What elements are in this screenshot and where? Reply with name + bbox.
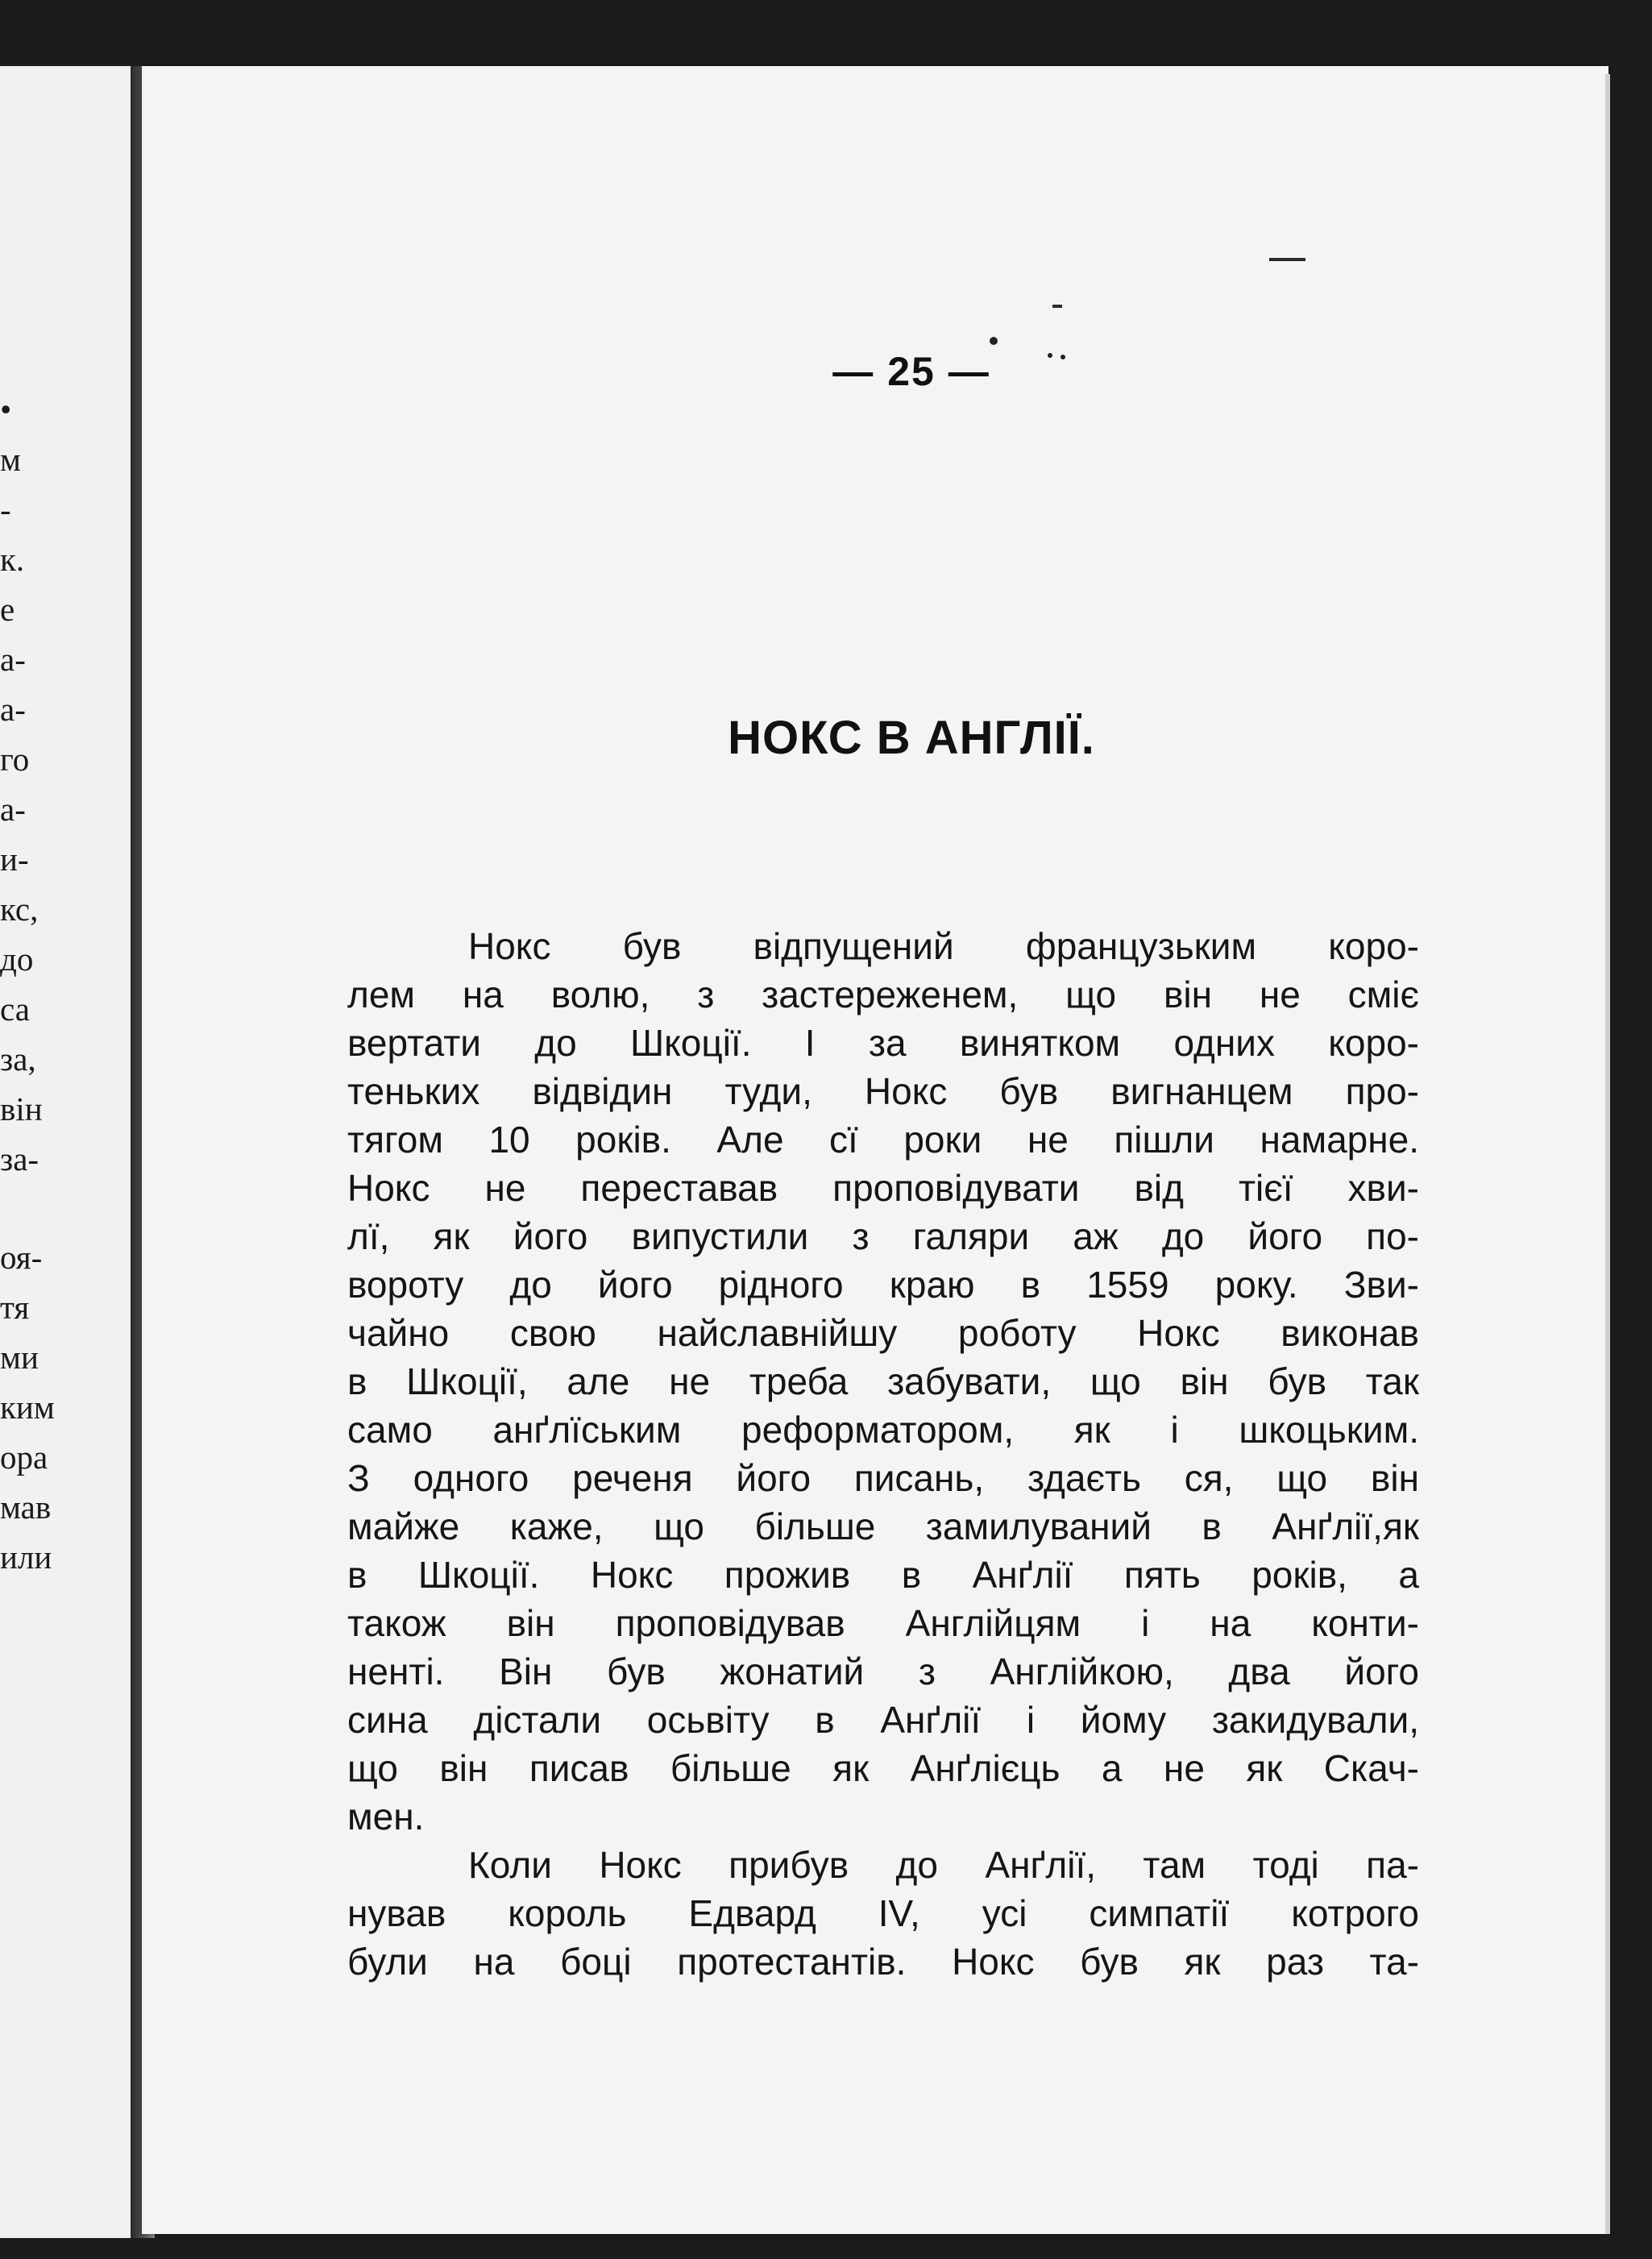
prev-fragment: за-: [0, 1140, 39, 1177]
text-line: майже каже, що більше замилуваний в Анґлії,як: [347, 1505, 1419, 1547]
prev-fragment: ора: [0, 1439, 48, 1476]
text-line: лї, як його випустили з галяри аж до його по-: [347, 1215, 1419, 1257]
prev-fragment: мав: [0, 1489, 52, 1526]
text-line: Нокс був відпущений французьким коро-: [468, 925, 1419, 967]
previous-page-text-fragments: [0, 384, 81, 1582]
prev-fragment: -: [0, 491, 11, 528]
text-line: Коли Нокс прибув до Анґлії, там тоді па-: [468, 1844, 1419, 1886]
body-text: [347, 922, 1419, 1986]
prev-fragment: за,: [0, 1040, 36, 1078]
text-line: З одного реченя його писань, здаєть ся, що він: [347, 1457, 1419, 1499]
text-line: були на боці протестантів. Нокс був як раз та-: [347, 1941, 1419, 1983]
page-edge: [1605, 74, 1610, 2234]
prev-fragment: м: [0, 441, 21, 478]
text-line: Нокс не переставав проповідувати від тієї хви-: [347, 1167, 1419, 1209]
scan-speck: [1052, 305, 1062, 308]
prev-fragment: до: [0, 941, 34, 978]
prev-fragment: к.: [0, 541, 25, 578]
text-line: тягом 10 років. Але сї роки не пішли намарне.: [347, 1119, 1419, 1161]
text-line: вертати до Шкоції. І за винятком одних коро-: [347, 1022, 1419, 1064]
previous-page-strip: [0, 66, 131, 2238]
scan-speck: [990, 337, 998, 345]
text-line: само анґлїським реформатором, як і шкоцьким.: [347, 1409, 1419, 1451]
text-line: лем на волю, з застереженем, що він не сміє: [347, 974, 1419, 1015]
prev-fragment: ми: [0, 1339, 39, 1376]
text-line: нував король Едвард IV, усі симпатії котрого: [347, 1892, 1419, 1934]
scan-speck: [1061, 355, 1065, 359]
scan-speck: [1269, 258, 1305, 261]
prev-fragment: са: [0, 990, 30, 1028]
text-line: в Шкоції, але не треба забувати, що він був так: [347, 1360, 1419, 1402]
prev-fragment: а-: [0, 691, 26, 728]
prev-fragment: го: [0, 741, 30, 778]
chapter-heading: НОКС В АНГЛІЇ.: [728, 712, 1095, 764]
prev-fragment: ким: [0, 1389, 55, 1426]
book-page: [142, 66, 1608, 2234]
text-line: в Шкоції. Нокс прожив в Анґлії пять років, а: [347, 1554, 1419, 1596]
text-line: сина дістали осьвіту в Анґлії і йому закидували,: [347, 1699, 1419, 1741]
prev-fragment: він: [0, 1090, 43, 1127]
prev-fragment: или: [0, 1539, 52, 1576]
text-line: що він писав більше як Анґлієць а не як Скач-: [347, 1747, 1419, 1789]
scan-speck: [1048, 353, 1052, 358]
prev-fragment: и-: [0, 841, 29, 878]
prev-fragment: а-: [0, 641, 26, 678]
text-line: мен.: [347, 1796, 425, 1838]
text-line: також він проповідував Англійцям і на конти-: [347, 1602, 1419, 1644]
page-number: — 25 —: [832, 349, 990, 394]
prev-fragment: е: [0, 591, 15, 628]
text-line: теньких відвідин туди, Нокс був вигнанцем про-: [347, 1070, 1419, 1112]
prev-fragment: кс,: [0, 891, 39, 928]
text-line: чайно свою найславнійшу роботу Нокс виконав: [347, 1312, 1419, 1354]
prev-fragment: [0, 1184, 81, 1232]
prev-fragment: тя: [0, 1289, 30, 1326]
prev-fragment: а-: [0, 791, 26, 828]
prev-fragment: оя-: [0, 1239, 43, 1276]
text-line: ненті. Він був жонатий з Англійкою, два його: [347, 1651, 1419, 1692]
text-line: вороту до його рідного краю в 1559 року. Зви-: [347, 1264, 1419, 1306]
prev-fragment: •: [0, 391, 12, 428]
